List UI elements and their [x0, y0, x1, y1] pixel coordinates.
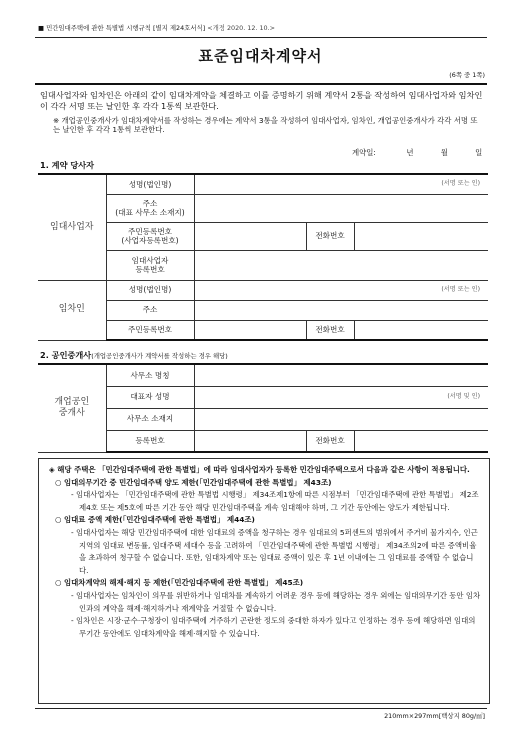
tenant-address-label: 주소 [106, 300, 194, 320]
agent-sign-hint: (서명 및 인) [447, 393, 481, 401]
notice-item-transfer: ○ 임대의무기간 중 민간임대주택 양도 제한(「민간임대주택에 관한 특별법」 제43조) [55, 477, 332, 487]
notice-item-termination: ○ 임대차계약의 해제·해지 등 제한(「민간임대주택에 관한 특별법」 제45조) [55, 578, 304, 588]
agent-table [38, 363, 488, 453]
section1-title: 1. 계약 당사자 [40, 160, 95, 170]
landlord-name-label: 성명(법인명) [106, 174, 194, 194]
notice-item-termination-tenant: - 임차인은 시장·군수·구청장이 임대주택에 거주하기 곤란한 정도의 중대한 하자가 있다고 인정하는 경우 등에 해당하면 임대의무기간 동안에도 임대차계약을 해제·해지할 수 있습니다. [71, 616, 476, 638]
landlord-group-label: 임대사업자 [38, 174, 106, 280]
tenant-id-field[interactable] [194, 320, 306, 340]
notice-item-transfer-detail: - 임대사업자는 「민간임대주택에 관한 특별법 시행령」 제34조제1항에 따른 시점부터 「민간임대주택에 관한 특별법」 제2조제4호 또는 제5호에 따른 기간 동안 해당 민간임대주택을 계속 임대해야 하며, 그 기간 동안에는 양도가 제한됩니다. [71, 490, 479, 512]
agent-address-label: 사무소 소재지 [106, 408, 194, 430]
title-divider [35, 83, 487, 85]
paper-spec: 210mm×297mm[백상지 80g/㎡] [384, 712, 485, 720]
agent-reg-label: 등록번호 [106, 430, 194, 452]
landlord-name-field[interactable] [194, 174, 488, 194]
footer-divider [35, 708, 487, 709]
tenant-sign-hint: (서명 또는 인) [441, 286, 481, 294]
landlord-address-field[interactable] [194, 194, 488, 222]
contract-date [352, 148, 492, 157]
landlord-id-label: 주민등록번호 (사업자등록번호) [106, 222, 194, 250]
amendment-date: <개정 2020. 12. 10.> [207, 24, 275, 32]
landlord-sign-hint: (서명 또는 인) [441, 180, 481, 188]
landlord-id-field[interactable] [194, 222, 306, 250]
contract-date-year: 년 [406, 148, 414, 157]
party-table [38, 173, 488, 341]
landlord-address-label: 주소 (대표 사무소 소재지) [106, 194, 194, 222]
agent-office-label: 사무소 명칭 [106, 364, 194, 386]
tenant-group-label: 임차인 [38, 280, 106, 340]
notice-intro: ◈ 해당 주택은 「민간임대주택에 관한 특별법」에 따라 임대사업자가 등록한 민간임대주택으로서 다음과 같은 사항이 적용됩니다. [49, 465, 470, 474]
page-count: (6쪽 중 1쪽) [449, 71, 485, 79]
tenant-phone-label: 전화번호 [306, 320, 354, 340]
notice-item-termination-landlord: - 임대사업자는 임차인이 의무를 위반하거나 임대차를 계속하기 어려운 경우 등에 해당하는 경우 외에는 임대의무기간 동안 임차인과의 계약을 해제·해지하거나 재계약을 거절할 수 없습니다. [71, 590, 481, 613]
agent-rep-field[interactable] [194, 386, 488, 408]
notice-item-rent-increase-detail: - 임대사업자는 해당 민간임대주택에 대한 임대료의 증액을 청구하는 경우 임대료의 5퍼센트의 범위에서 주거비 물가지수, 인근 지역의 임대료 변동률, 임대주택 세대수 등을 고려하여 「민간임대주택에 관한 특별법 시행령」 제34조의2에 따른 증액비율을 초과하여 청구할 수 없습니다. 또한, 임대차계약 또는 임대료 증액이 있은 후 1년 이내에는 그 임대료를 증액할 수 없습니다. [71, 527, 478, 575]
header-divider [35, 37, 487, 38]
notice-box [38, 458, 490, 704]
tenant-name-label: 성명(법인명) [106, 280, 194, 300]
agent-reg-field[interactable] [194, 430, 306, 452]
notice-item-rent-increase: ○ 임대료 증액 제한(「민간임대주택에 관한 특별법」 제44조) [55, 515, 255, 525]
section2-title-row [40, 350, 228, 361]
form-reference-text: ■ 민간임대주택에 관한 특별법 시행규칙 [별지 제24호서식] [38, 24, 206, 32]
agent-phone-label: 전화번호 [306, 430, 354, 452]
intro-paragraph: 임대사업자와 임차인은 아래의 같이 임대차계약을 체결하고 이를 증명하기 위해 계약서 2통을 작성하여 임대사업자와 임차인이 각각 서명 또는 날인한 후 각각 1통씩 보관한다. [40, 90, 483, 111]
landlord-reg-label: 임대사업자 등록번호 [106, 250, 194, 280]
contract-date-day: 일 [475, 148, 483, 157]
contract-date-month: 월 [440, 148, 448, 157]
landlord-phone-field[interactable] [354, 222, 488, 250]
tenant-address-field[interactable] [194, 300, 488, 320]
tenant-id-label: 주민등록번호 [106, 320, 194, 340]
agent-rep-label: 대표자 성명 [106, 386, 194, 408]
form-reference [38, 25, 275, 33]
agent-phone-field[interactable] [354, 430, 488, 452]
page-title: 표준임대차계약서 [198, 47, 323, 65]
landlord-phone-label: 전화번호 [306, 222, 354, 250]
tenant-name-field[interactable] [194, 280, 488, 300]
intro-note: ※ 개업공인중개사가 임대차계약서를 작성하는 경우에는 계약서 3통을 작성하여 임대사업자, 임차인, 개업공인중개사가 각각 서명 또는 날인한 후 각각 1통씩 보관한다. [53, 116, 478, 135]
agent-group-label: 개업공인 중개사 [38, 364, 106, 452]
section2-title: 2. 공인중개사 [40, 350, 92, 360]
agent-address-field[interactable] [194, 408, 488, 430]
agent-office-field[interactable] [194, 364, 488, 386]
contract-date-label: 계약일: [352, 148, 376, 157]
intro-text [40, 90, 485, 113]
tenant-phone-field[interactable] [354, 320, 488, 340]
landlord-reg-field[interactable] [194, 250, 488, 280]
section2-subtitle: (개업공인중개사가 계약서를 작성하는 경우 해당) [91, 352, 228, 360]
